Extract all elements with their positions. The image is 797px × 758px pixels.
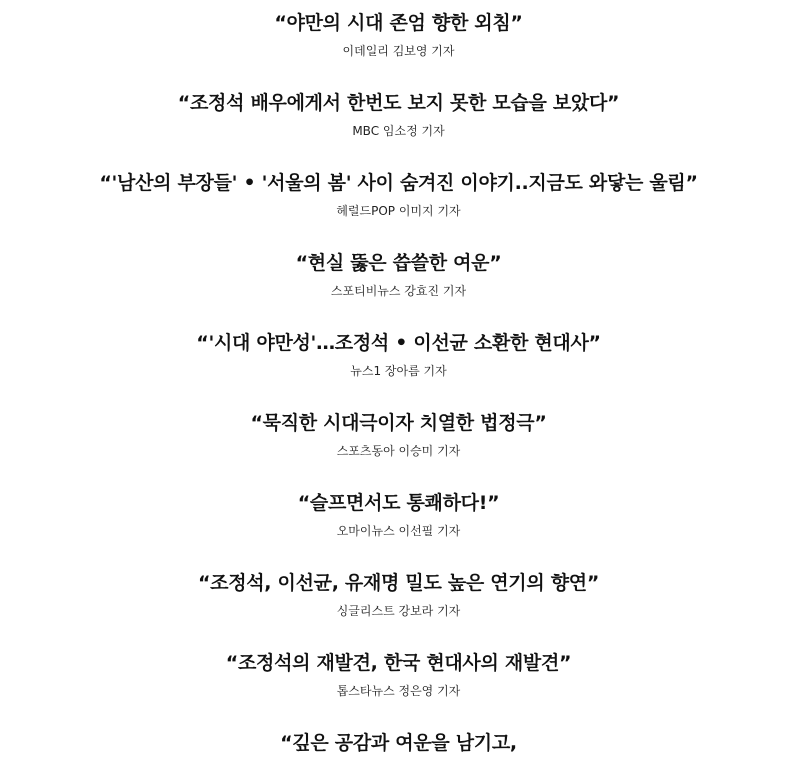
review-source: 스포티비뉴스 강효진 기자	[330, 284, 467, 298]
review-quote: “'남산의 부장들' • '서울의 봄' 사이 숨겨진 이야기..지금도 와닿는 울림”	[99, 172, 698, 194]
review-quote: “묵직한 시대극이자 치열한 법정극”	[250, 412, 547, 434]
review-source: MBC 임소정 기자	[352, 124, 445, 138]
review-item	[0, 490, 797, 539]
review-item	[0, 10, 797, 59]
review-source: 오마이뉴스 이선필 기자	[336, 524, 461, 538]
review-quote: “슬프면서도 통쾌하다!”	[297, 492, 500, 514]
review-source: 뉴스1 장아름 기자	[350, 364, 447, 378]
review-source: 이데일리 김보영 기자	[342, 44, 455, 58]
review-source: 스포츠동아 이승미 기자	[336, 444, 461, 458]
review-quote: “조정석 배우에게서 한번도 보지 못한 모습을 보았다”	[177, 92, 620, 114]
review-source: 톱스타뉴스 정은영 기자	[336, 684, 461, 698]
review-item	[0, 250, 797, 299]
review-item	[0, 730, 797, 756]
review-quote: “현실 뚫은 씁쓸한 여운”	[295, 252, 502, 274]
review-item	[0, 570, 797, 619]
review-quote: “조정석의 재발견, 한국 현대사의 재발견”	[225, 652, 572, 674]
review-item	[0, 170, 797, 219]
review-quote: “야만의 시대 존엄 향한 외침”	[274, 12, 523, 34]
review-source: 싱글리스트 강보라 기자	[336, 604, 461, 618]
review-item	[0, 650, 797, 699]
review-source: 헤럴드POP 이미지 기자	[336, 204, 461, 218]
review-item	[0, 330, 797, 379]
review-quote: “깊은 공감과 여운을 남기고,	[280, 732, 517, 754]
review-item	[0, 90, 797, 139]
review-item	[0, 410, 797, 459]
review-quote: “'시대 야만성'…조정석 • 이선균 소환한 현대사”	[196, 332, 601, 354]
review-quote: “조정석, 이선균, 유재명 밀도 높은 연기의 향연”	[197, 572, 600, 594]
